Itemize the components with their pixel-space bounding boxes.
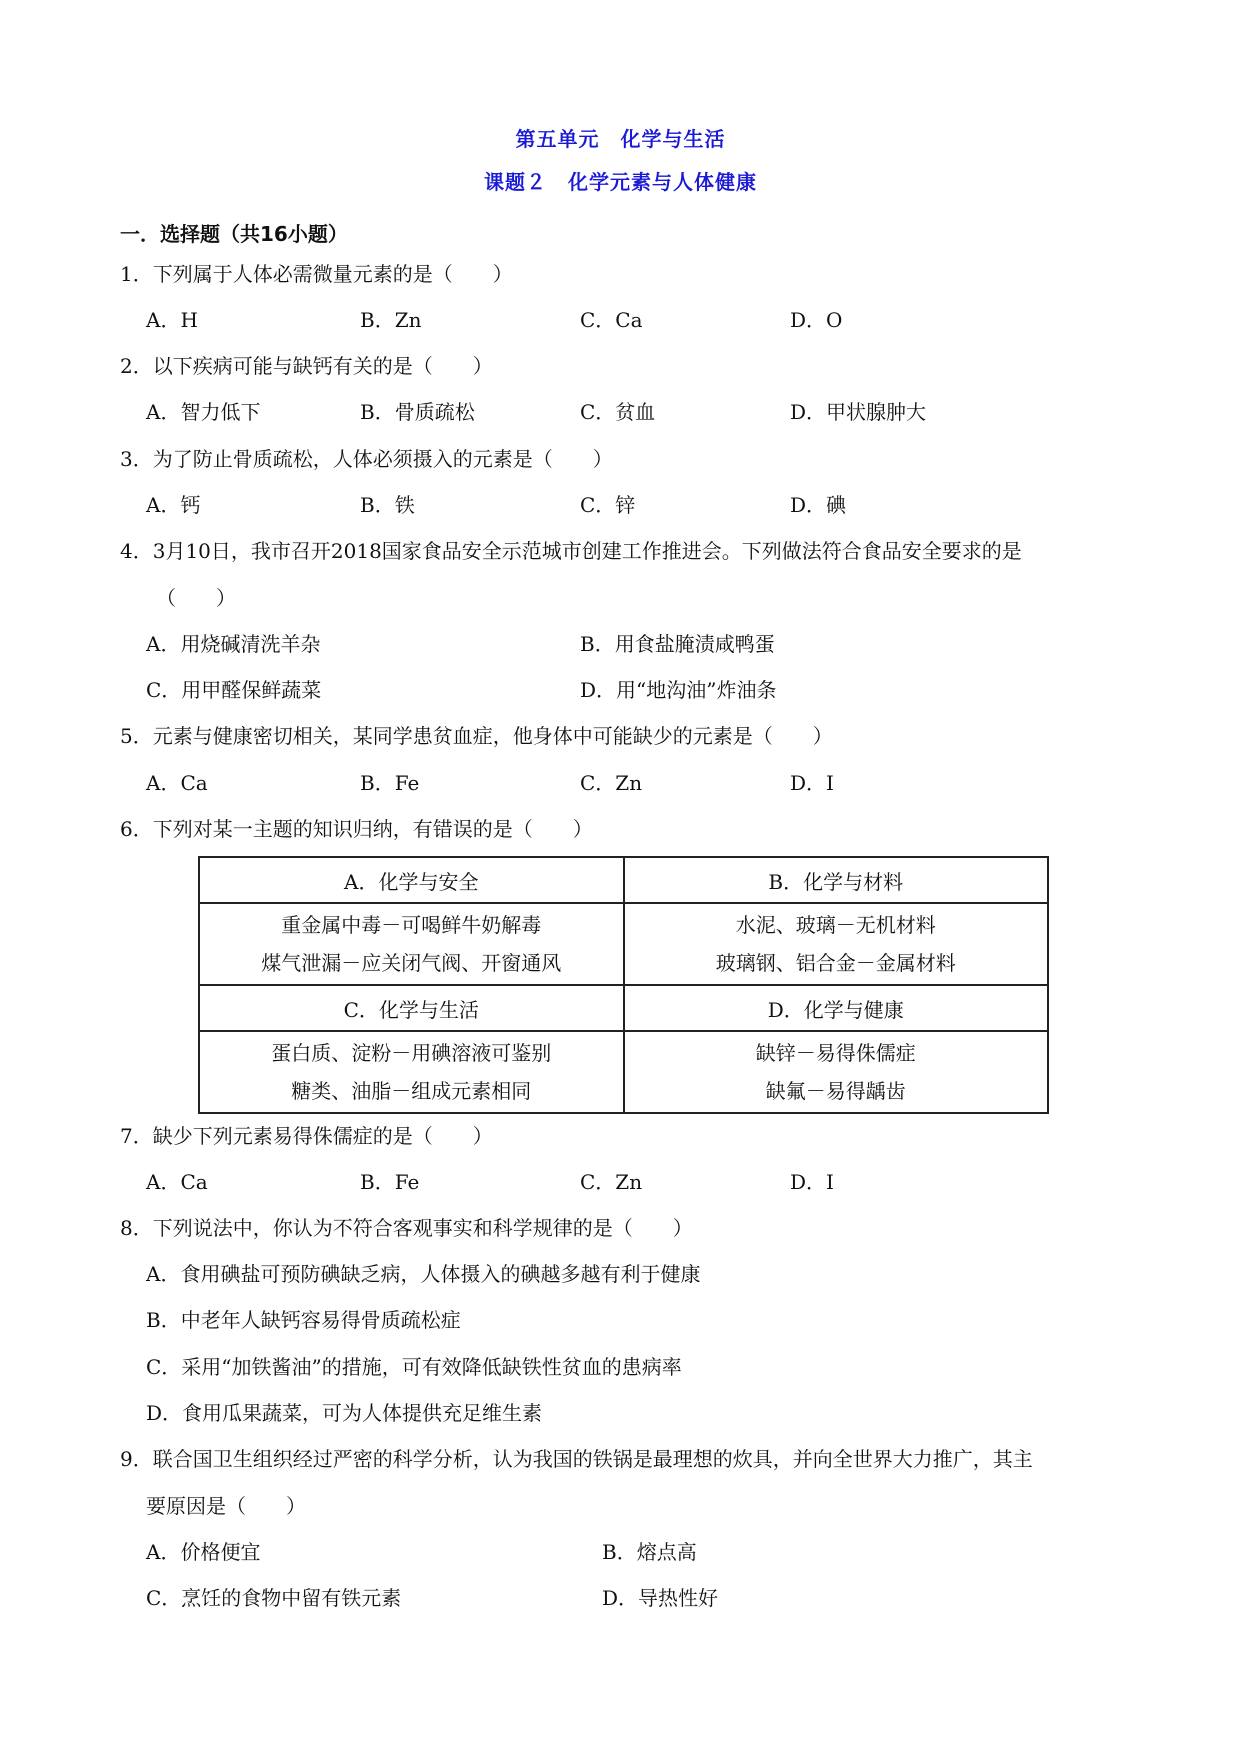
table-cell-c-body bbox=[199, 1031, 624, 1113]
question-8-stem: 8．下列说法中，你认为不符合客观事实和科学规律的是（ ） bbox=[120, 1216, 693, 1240]
question-2-option-b: B．骨质疏松 bbox=[360, 400, 475, 424]
question-2-option-c: C．贫血 bbox=[580, 400, 656, 424]
question-4-option-a: A．用烧碱清洗羊杂 bbox=[146, 632, 321, 656]
table-cell-b-body bbox=[624, 903, 1049, 985]
question-7-option-a: A．Ca bbox=[146, 1170, 208, 1194]
question-3-option-b: B．铁 bbox=[360, 493, 415, 517]
table-a-line-1: 重金属中毒－可喝鲜牛奶解毒 bbox=[281, 913, 542, 937]
question-8-option-c: C．采用“加铁酱油”的措施，可有效降低缺铁性贫血的患病率 bbox=[146, 1355, 682, 1379]
question-5-option-c: C．Zn bbox=[580, 771, 643, 795]
question-2-option-d: D．甲状腺肿大 bbox=[790, 400, 927, 424]
question-4-stem-cont: （ ） bbox=[156, 586, 236, 610]
table-b-line-2: 玻璃钢、铝合金－金属材料 bbox=[715, 951, 956, 975]
question-1-option-a: A．H bbox=[146, 308, 198, 332]
question-8-option-d: D．食用瓜果蔬菜，可为人体提供充足维生素 bbox=[146, 1401, 543, 1425]
question-3-option-a: A．钙 bbox=[146, 493, 201, 517]
question-9-option-d: D．导热性好 bbox=[602, 1586, 719, 1610]
question-1-option-c: C．Ca bbox=[580, 308, 643, 332]
question-4-option-b: B．用食盐腌渍咸鸭蛋 bbox=[580, 632, 775, 656]
question-3-option-d: D．碘 bbox=[790, 493, 847, 517]
table-cell-d-body bbox=[624, 1031, 1049, 1113]
question-9-option-c: C．烹饪的食物中留有铁元素 bbox=[146, 1586, 402, 1610]
question-6-stem: 6．下列对某一主题的知识归纳，有错误的是（ ） bbox=[120, 817, 593, 841]
section-title: 一．选择题（共16小题） bbox=[120, 222, 348, 246]
question-1-option-b: B．Zn bbox=[360, 308, 422, 332]
table-b-line-1: 水泥、玻璃－无机材料 bbox=[735, 913, 936, 937]
question-1-stem: 1．下列属于人体必需微量元素的是（ ） bbox=[120, 262, 513, 286]
question-3-stem: 3．为了防止骨质疏松，人体必须摄入的元素是（ ） bbox=[120, 447, 613, 471]
knowledge-table bbox=[198, 856, 1049, 1114]
table-d-line-1: 缺锌－易得侏儒症 bbox=[755, 1041, 916, 1065]
table-cell-d-title: D．化学与健康 bbox=[624, 985, 1049, 1031]
question-9-option-a: A．价格便宜 bbox=[146, 1540, 261, 1564]
table-a-line-2: 煤气泄漏－应关闭气阀、开窗通风 bbox=[261, 951, 562, 975]
question-3-option-c: C．锌 bbox=[580, 493, 636, 517]
question-2-option-a: A．智力低下 bbox=[146, 400, 261, 424]
lesson-title: 课题２ 化学元素与人体健康 bbox=[484, 170, 757, 194]
question-5-option-d: D．I bbox=[790, 771, 834, 795]
question-5-option-a: A．Ca bbox=[146, 771, 208, 795]
table-cell-b-title: B．化学与材料 bbox=[624, 857, 1049, 903]
question-9-stem: 9．联合国卫生组织经过严密的科学分析，认为我国的铁锅是最理想的炊具，并向全世界大力推广，其主 bbox=[120, 1447, 1033, 1471]
table-cell-c-title: C．化学与生活 bbox=[199, 985, 624, 1031]
question-7-option-c: C．Zn bbox=[580, 1170, 643, 1194]
question-7-option-b: B．Fe bbox=[360, 1170, 420, 1194]
question-9-option-b: B．熔点高 bbox=[602, 1540, 697, 1564]
question-5-stem: 5．元素与健康密切相关，某同学患贫血症，他身体中可能缺少的元素是（ ） bbox=[120, 724, 833, 748]
table-c-line-2: 糖类、油脂－组成元素相同 bbox=[291, 1079, 532, 1103]
question-5-option-b: B．Fe bbox=[360, 771, 420, 795]
table-cell-a-title: A．化学与安全 bbox=[199, 857, 624, 903]
question-7-stem: 7．缺少下列元素易得侏儒症的是（ ） bbox=[120, 1124, 493, 1148]
table-d-line-2: 缺氟－易得龋齿 bbox=[765, 1079, 906, 1103]
question-8-option-b: B．中老年人缺钙容易得骨质疏松症 bbox=[146, 1308, 461, 1332]
question-9-stem-cont: 要原因是（ ） bbox=[146, 1494, 306, 1518]
question-4-stem: 4．3月10日，我市召开2018国家食品安全示范城市创建工作推进会。下列做法符合食品安全要求的是 bbox=[120, 539, 1022, 563]
unit-title: 第五单元 化学与生活 bbox=[515, 127, 726, 151]
table-c-line-1: 蛋白质、淀粉－用碘溶液可鉴别 bbox=[271, 1041, 552, 1065]
question-4-option-d: D．用“地沟油”炸油条 bbox=[580, 678, 777, 702]
question-2-stem: 2．以下疾病可能与缺钙有关的是（ ） bbox=[120, 354, 493, 378]
question-7-option-d: D．I bbox=[790, 1170, 834, 1194]
question-4-option-c: C．用甲醛保鲜蔬菜 bbox=[146, 678, 322, 702]
table-cell-a-body bbox=[199, 903, 624, 985]
question-1-option-d: D．O bbox=[790, 308, 843, 332]
question-8-option-a: A．食用碘盐可预防碘缺乏病，人体摄入的碘越多越有利于健康 bbox=[146, 1262, 701, 1286]
